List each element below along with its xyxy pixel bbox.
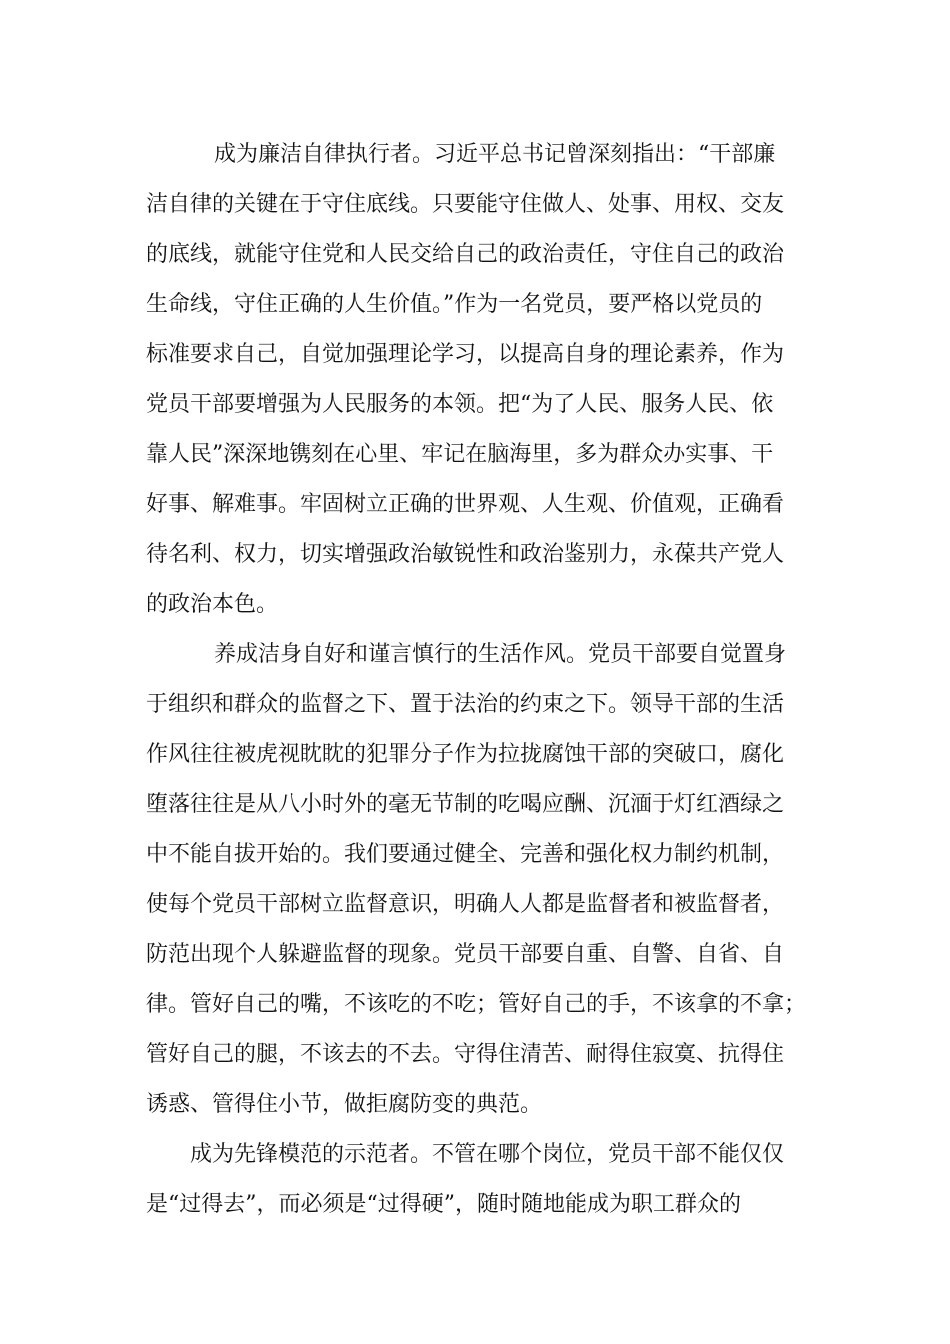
paragraph-line: 党员干部要增强为人民服务的本领。把“为了人民、服务人民、依 bbox=[146, 392, 774, 417]
document-body bbox=[146, 130, 818, 1230]
paragraph-line: 养成洁身自好和谨言慎行的生活作风。党员干部要自觉置身 bbox=[214, 642, 787, 667]
paragraph-line: 成为先锋模范的示范者。不管在哪个岗位，党员干部不能仅仅 bbox=[190, 1142, 785, 1167]
paragraph-line: 成为廉洁自律执行者。习近平总书记曾深刻指出：“干部廉 bbox=[214, 142, 776, 167]
paragraph-line: 好事、解难事。牢固树立正确的世界观、人生观、价值观，正确看 bbox=[146, 492, 785, 517]
paragraph-line: 是“过得去”，而必须是“过得硬”，随时随地能成为职工群众的 bbox=[146, 1192, 741, 1217]
paragraph-line: 标准要求自己，自觉加强理论学习，以提高自身的理论素养，作为 bbox=[146, 342, 785, 367]
paragraph-line: 生命线，守住正确的人生价值。”作为一名党员，要严格以党员的 bbox=[146, 292, 763, 317]
paragraph-line: 中不能自拔开始的。我们要通过健全、完善和强化权力制约机制， bbox=[146, 842, 785, 867]
paragraph-line: 管好自己的腿，不该去的不去。守得住清苦、耐得住寂寞、抗得住 bbox=[146, 1042, 785, 1067]
paragraph-line: 洁自律的关键在于守住底线。只要能守住做人、处事、用权、交友 bbox=[146, 192, 785, 217]
paragraph-line: 律。管好自己的嘴，不该吃的不吃；管好自己的手，不该拿的不拿； bbox=[146, 992, 807, 1017]
paragraph-line: 待名利、权力，切实增强政治敏锐性和政治鉴别力，永葆共产党人 bbox=[146, 542, 785, 567]
paragraph-line: 于组织和群众的监督之下、置于法治的约束之下。领导干部的生活 bbox=[146, 692, 785, 717]
paragraph-line: 靠人民”深深地镌刻在心里、牢记在脑海里，多为群众办实事、干 bbox=[146, 442, 774, 467]
paragraph-integrity bbox=[146, 130, 818, 630]
paragraph-vanguard bbox=[146, 1130, 818, 1230]
paragraph-line: 使每个党员干部树立监督意识，明确人人都是监督者和被监督者， bbox=[146, 892, 785, 917]
paragraph-lifestyle bbox=[146, 630, 818, 1130]
paragraph-line: 堕落往往是从八小时外的毫无节制的吃喝应酬、沉湎于灯红酒绿之 bbox=[146, 792, 785, 817]
paragraph-line: 诱惑、管得住小节，做拒腐防变的典范。 bbox=[146, 1092, 543, 1117]
paragraph-line: 作风往往被虎视眈眈的犯罪分子作为拉拢腐蚀干部的突破口，腐化 bbox=[146, 742, 785, 767]
paragraph-line: 防范出现个人躲避监督的现象。党员干部要自重、自警、自省、自 bbox=[146, 942, 785, 967]
paragraph-line: 的政治本色。 bbox=[146, 592, 279, 617]
paragraph-line: 的底线，就能守住党和人民交给自己的政治责任，守住自己的政治 bbox=[146, 242, 785, 267]
